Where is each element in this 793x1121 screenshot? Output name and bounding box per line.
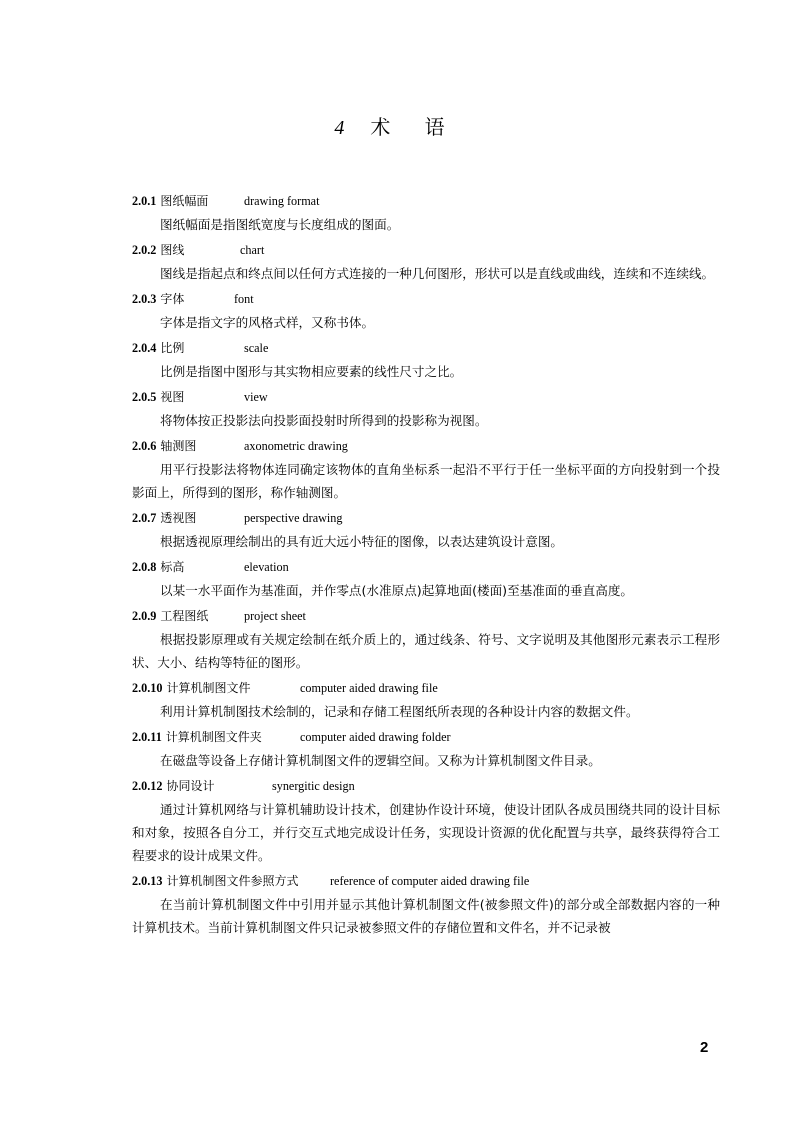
term-english: elevation	[244, 560, 289, 574]
term-heading	[132, 728, 720, 746]
term-number: 2.0.12	[132, 779, 163, 793]
term-definition: 通过计算机网络与计算机辅助设计技术，创建协作设计环境，使设计团队各成员围绕共同的设计目标和对象，按照各自分工，并行交互式地完成设计任务，实现设计资源的优化配置与共享，最终获得符合工程要求的设计成果文件。	[132, 802, 720, 863]
page-number: 2	[700, 1039, 709, 1056]
term-english: scale	[244, 341, 269, 355]
term-english: axonometric drawing	[244, 439, 348, 453]
term-number: 2.0.2	[132, 243, 157, 257]
term-chinese: 视图	[160, 390, 185, 404]
term-entry	[132, 339, 720, 383]
term-chinese: 字体	[160, 292, 185, 306]
term-heading	[132, 679, 720, 697]
term-entry	[132, 777, 720, 867]
term-entry	[132, 437, 720, 504]
term-list	[132, 192, 720, 944]
term-chinese: 比例	[160, 341, 185, 355]
section-heading: 术 语	[370, 115, 459, 139]
term-heading	[132, 509, 720, 527]
term-definition: 图线是指起点和终点间以任何方式连接的一种几何图形，形状可以是直线或曲线，连续和不连续线。	[160, 266, 715, 281]
term-entry	[132, 872, 720, 939]
term-definition: 利用计算机制图技术绘制的，记录和存储工程图纸所表现的各种设计内容的数据文件。	[160, 704, 639, 719]
term-definition: 比例是指图中图形与其实物相应要素的线性尺寸之比。	[160, 364, 463, 379]
term-chinese: 协同设计	[166, 779, 215, 793]
term-definition: 以某一水平面作为基准面，并作零点(水准原点)起算地面(楼面)至基准面的垂直高度。	[160, 583, 634, 598]
term-chinese: 计算机制图文件参照方式	[166, 874, 299, 888]
term-chinese: 透视图	[160, 511, 197, 525]
term-english: reference of computer aided drawing file	[330, 874, 530, 888]
term-entry	[132, 679, 720, 723]
term-english: computer aided drawing folder	[300, 730, 451, 744]
term-heading	[132, 607, 720, 625]
term-english: perspective drawing	[244, 511, 343, 525]
term-number: 2.0.1	[132, 194, 157, 208]
term-entry	[132, 290, 720, 334]
term-number: 2.0.13	[132, 874, 163, 888]
term-english: view	[244, 390, 268, 404]
term-heading	[132, 777, 720, 795]
term-number: 2.0.8	[132, 560, 157, 574]
term-chinese: 计算机制图文件夹	[165, 730, 262, 744]
term-number: 2.0.6	[132, 439, 157, 453]
term-number: 2.0.11	[132, 730, 162, 744]
term-definition: 根据透视原理绘制出的具有近大远小特征的图像，以表达建筑设计意图。	[160, 534, 563, 549]
term-number: 2.0.7	[132, 511, 157, 525]
term-heading	[132, 241, 720, 259]
term-english: drawing format	[244, 194, 320, 208]
section-number: 4	[334, 117, 345, 139]
term-definition: 在当前计算机制图文件中引用并显示其他计算机制图文件(被参照文件)的部分或全部数据内容的一种计算机技术。当前计算机制图文件只记录被参照文件的存储位置和文件名，并不记录被	[132, 897, 720, 935]
term-english: project sheet	[244, 609, 306, 623]
term-entry	[132, 192, 720, 236]
term-definition: 根据投影原理或有关规定绘制在纸介质上的，通过线条、符号、文字说明及其他图形元素表示工程形状、大小、结构等特征的图形。	[132, 632, 720, 670]
term-definition: 在磁盘等设备上存储计算机制图文件的逻辑空间。又称为计算机制图文件目录。	[160, 753, 601, 768]
term-number: 2.0.5	[132, 390, 157, 404]
term-definition: 用平行投影法将物体连同确定该物体的直角坐标系一起沿不平行于任一坐标平面的方向投射到一个投影面上，所得到的图形，称作轴测图。	[132, 462, 720, 500]
term-heading	[132, 192, 720, 210]
term-chinese: 图纸幅面	[160, 194, 209, 208]
term-heading	[132, 339, 720, 357]
term-definition: 图纸幅面是指图纸宽度与长度组成的图面。	[160, 217, 400, 232]
term-chinese: 工程图纸	[160, 609, 209, 623]
term-heading	[132, 437, 720, 455]
term-definition: 将物体按正投影法向投影面投射时所得到的投影称为视图。	[160, 413, 488, 428]
term-chinese: 计算机制图文件	[166, 681, 251, 695]
term-number: 2.0.3	[132, 292, 157, 306]
section-title	[0, 111, 793, 140]
term-entry	[132, 241, 720, 285]
term-heading	[132, 558, 720, 576]
term-chinese: 轴测图	[160, 439, 197, 453]
term-english: computer aided drawing file	[300, 681, 438, 695]
term-number: 2.0.9	[132, 609, 157, 623]
term-english: synergitic design	[272, 779, 355, 793]
term-entry	[132, 388, 720, 432]
term-english: font	[234, 292, 254, 306]
term-heading	[132, 872, 720, 890]
term-entry	[132, 558, 720, 602]
term-number: 2.0.10	[132, 681, 163, 695]
term-chinese: 标高	[160, 560, 185, 574]
term-entry	[132, 607, 720, 674]
term-entry	[132, 728, 720, 772]
term-number: 2.0.4	[132, 341, 157, 355]
term-entry	[132, 509, 720, 553]
term-heading	[132, 388, 720, 406]
term-heading	[132, 290, 720, 308]
term-english: chart	[240, 243, 265, 257]
term-chinese: 图线	[160, 243, 185, 257]
term-definition: 字体是指文字的风格式样，又称书体。	[160, 315, 375, 330]
